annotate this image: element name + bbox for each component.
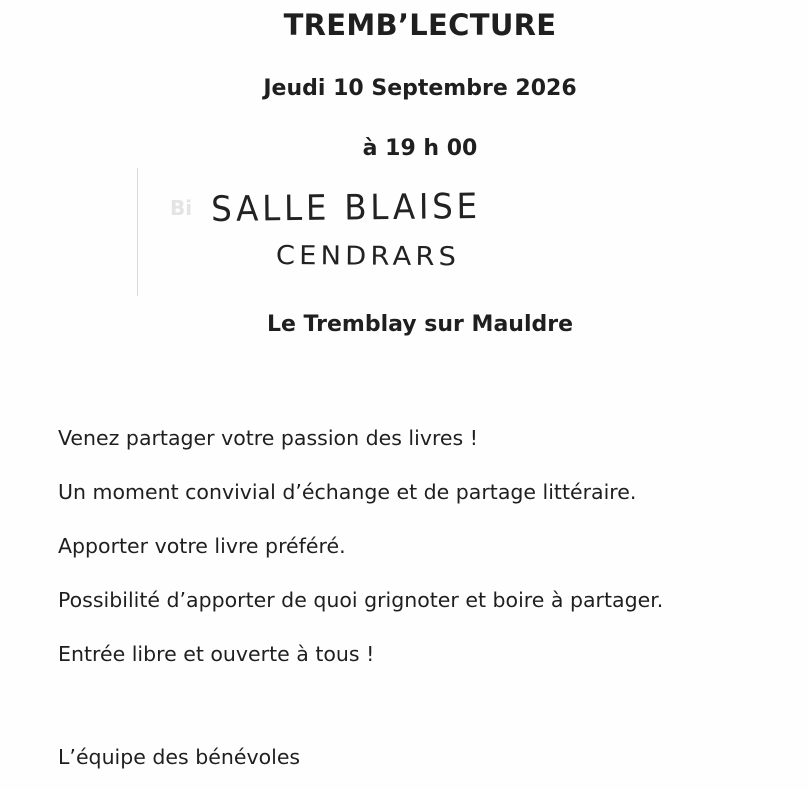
event-date: Jeudi 10 Septembre 2026 (263, 76, 577, 101)
body-line: Venez partager votre passion des livres ! (58, 426, 478, 450)
body-line: Un moment convivial d’échange et de partage littéraire. (58, 480, 637, 504)
signature: L’équipe des bénévoles (58, 745, 301, 769)
venue-handwritten-line-2: CENDRARS (275, 241, 461, 273)
body-line: Entrée libre et ouverte à tous ! (58, 642, 375, 666)
event-title: TREMB’LECTURE (283, 8, 557, 42)
event-town: Le Tremblay sur Mauldre (266, 312, 574, 337)
body-line: Apporter votre livre préféré. (58, 534, 346, 558)
body-line: Possibilité d’apporter de quoi grignoter et boire à partager. (58, 588, 664, 612)
pasted-slip-edge (137, 168, 138, 296)
pasted-slip-ghost-mark: Bi (170, 196, 193, 220)
venue-handwritten-line-1: SALLE BLAISE (211, 186, 482, 230)
event-time: à 19 h 00 (362, 136, 478, 161)
